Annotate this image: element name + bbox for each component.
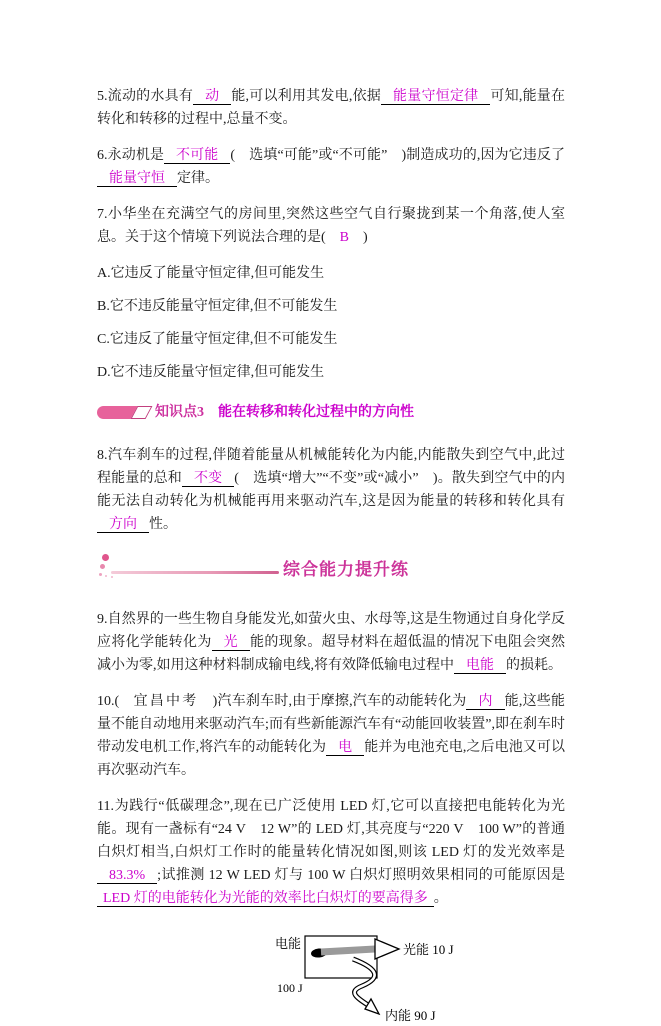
- diagram-input-value: 100 J: [277, 981, 303, 995]
- question-text: 能,可以利用其发电,依据: [231, 89, 382, 104]
- answer-blank: LED 灯的电能转化为光能的效率比白炽灯的要高得多: [97, 891, 434, 907]
- question-7-option-d: D.它不违反能量守恒定律,但可能发生: [97, 365, 325, 380]
- answer-blank: 能量守恒: [97, 171, 177, 187]
- question-text: 10.(: [97, 694, 134, 709]
- right-arrowhead-icon: [375, 939, 399, 959]
- answer-blank: 光: [212, 635, 250, 651]
- exam-source-label: 宜昌中考: [133, 694, 199, 709]
- decorative-line: [111, 571, 279, 574]
- question-6: [97, 144, 565, 190]
- question-7-option-a: A.它违反了能量守恒定律,但可能发生: [97, 266, 325, 281]
- knowledge-point-label: 知识点3: [155, 405, 204, 420]
- question-9: [97, 608, 565, 677]
- answer-blank: 83.3%: [97, 868, 157, 884]
- knowledge-point-badge-icon: [97, 406, 145, 419]
- badge-slash-icon: [131, 406, 153, 419]
- question-text: 能并为电池充电,之后电池又可以再次驱动汽车。: [97, 740, 565, 778]
- energy-flow-svg: [275, 926, 485, 1026]
- question-10: [97, 690, 565, 782]
- question-text: 6.永动机是: [97, 148, 165, 163]
- question-text: ( 选填“增大”“不变”或“减小” )。散失到空气中的内能无法自动转化为机械能再用来驱动汽车,这是因为能量的转移和转化具有: [97, 471, 566, 509]
- question-text: 5.流动的水具有: [97, 89, 194, 104]
- question-text: 的损耗。: [506, 658, 562, 673]
- question-text: ): [349, 230, 368, 245]
- question-text: 能,这些能量不能自动地用来驱动汽车;而有些新能源汽车有“动能回收装置”,即在刹车时带动发电机工作,将汽车的动能转化为: [97, 694, 566, 755]
- diagram-input-label: 电能: [275, 936, 302, 951]
- answer-blank: 方向: [97, 517, 149, 533]
- answer-blank: 能量守恒定律: [381, 89, 490, 105]
- answer-blank: 动: [193, 89, 231, 105]
- energy-flow-diagram: [275, 926, 485, 1026]
- question-text: 定律。: [177, 171, 219, 186]
- answer-blank: 电能: [454, 658, 506, 674]
- decorative-dots-icon: [99, 554, 129, 584]
- question-text: ;试推测 12 W LED 灯与 100 W 白炽灯照明效果相同的可能原因是: [157, 868, 565, 883]
- question-text: 性。: [149, 517, 177, 532]
- question-text: 。: [433, 891, 448, 906]
- question-7-option-b: B.它不违反能量守恒定律,但不可能发生: [97, 299, 338, 314]
- answer-blank: 不变: [182, 471, 234, 487]
- knowledge-point-title: 能在转移和转化过程中的方向性: [218, 405, 414, 420]
- question-text: 8.汽车刹车的过程,伴随着能量从机械能转化为内能,内能散失到空气中,此过程能量的总和: [97, 448, 565, 486]
- answer-blank: 不可能: [164, 148, 230, 164]
- arrow-shaft: [321, 949, 375, 952]
- diagram-internal-label: 内能 90 J: [385, 1008, 436, 1023]
- question-11: [97, 795, 565, 910]
- question-text: 可知,能量在转化和转移的过程中,总量不变。: [97, 89, 566, 127]
- question-7: [97, 203, 565, 249]
- down-arrowhead-icon: [365, 999, 379, 1014]
- section-header: [97, 558, 565, 588]
- question-8: [97, 444, 565, 536]
- question-text: ( 选填“可能”或“不可能” )制造成功的,因为它违反了: [230, 148, 565, 163]
- section-title: 综合能力提升练: [283, 560, 409, 579]
- question-text: 能的现象。超导材料在超低温的情况下电阻会突然减小为零,如用这种材料制成输电线,将有效降低输电过程中: [97, 635, 566, 673]
- knowledge-point-heading: [97, 401, 565, 424]
- answer-blank: 电: [326, 740, 364, 756]
- answer-choice: B: [339, 230, 350, 245]
- diagram-light-label: 光能 10 J: [403, 942, 454, 957]
- question-text: 7.小华坐在充满空气的房间里,突然这些空气自行聚拢到某一个角落,使人室息。关于这个情境下列说法合理的是(: [97, 207, 565, 245]
- answer-blank: 内: [466, 694, 504, 710]
- question-text: 9.自然界的一些生物自身能发光,如萤火虫、水母等,这是生物通过自身化学反应将化学能转化为: [97, 612, 565, 650]
- question-5: [97, 85, 565, 131]
- question-text: )汽车刹车时,由于摩擦,汽车的动能转化为: [198, 694, 467, 709]
- question-7-option-c: C.它违反了能量守恒定律,但不可能发生: [97, 332, 338, 347]
- question-text: 11.为践行“低碳理念”,现在已广泛使用 LED 灯,它可以直接把电能转化为光能。现有一盏标有“24 V 12 W”的 LED 灯,其亮度与“220 V 100 W”的普通白炽灯相当,白炽灯工作时的能量转化情况如图,则该 LED 灯的发光效率是: [97, 799, 565, 860]
